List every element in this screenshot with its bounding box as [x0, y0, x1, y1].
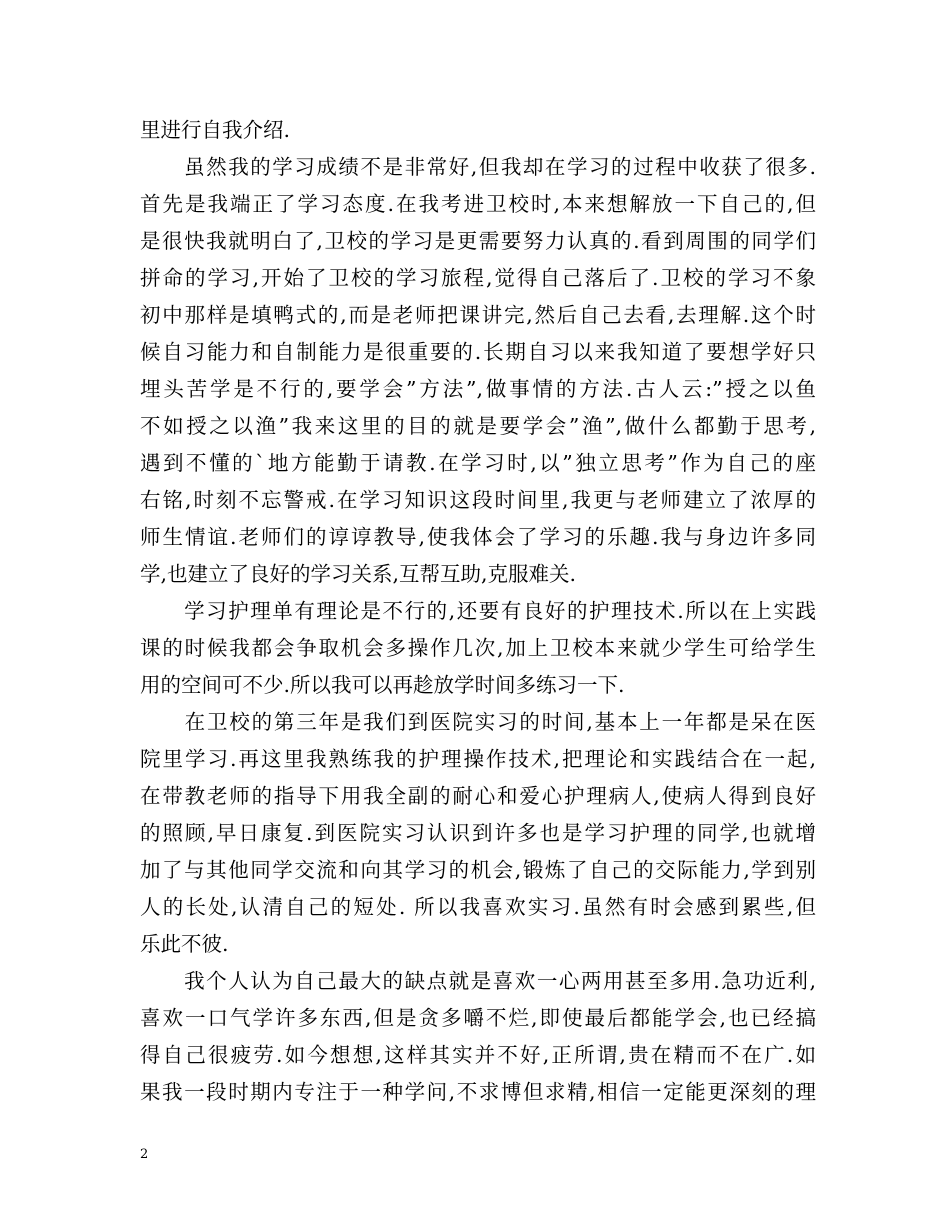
body-text [140, 112, 816, 1111]
text-line: 乐此不彼. [140, 932, 229, 956]
text-line: 学,也建立了良好的学习关系,互帮互助,克服难关. [140, 562, 577, 586]
text-line: 埋头苦学是不行的,要学会”方法”,做事情的方法.古人云:”授之以鱼 [140, 377, 816, 401]
text-line: 我个人认为自己最大的缺点就是喜欢一心两用甚至多用.急功近利, [140, 969, 816, 993]
text-line: 用的空间可不少.所以我可以再趁放学时间多练习一下. [140, 673, 625, 697]
text-line: 拼命的学习,开始了卫校的学习旅程,觉得自己落后了.卫校的学习不象 [140, 266, 816, 290]
text-line: 得自己很疲劳.如今想想,这样其实并不好,正所谓,贵在精而不在广.如 [140, 1043, 816, 1067]
text-line: 加了与其他同学交流和向其学习的机会,锻炼了自己的交际能力,学到别 [140, 858, 816, 882]
text-line: 虽然我的学习成绩不是非常好,但我却在学习的过程中收获了很多. [140, 155, 816, 179]
text-line: 在卫校的第三年是我们到医院实习的时间,基本上一年都是呆在医 [140, 710, 816, 734]
text-line: 人的长处,认清自己的短处. 所以我喜欢实习.虽然有时会感到累些,但 [140, 895, 816, 919]
text-line: 里进行自我介绍. [140, 118, 291, 142]
text-line: 学习护理单有理论是不行的,还要有良好的护理技术.所以在上实践 [140, 599, 816, 623]
page-number: 2 [140, 1147, 149, 1162]
text-line: 是很快我就明白了,卫校的学习是更需要努力认真的.看到周围的同学们 [140, 229, 816, 253]
text-line: 在带教老师的指导下用我全副的耐心和爱心护理病人,使病人得到良好 [140, 784, 816, 808]
text-line: 遇到不懂的`地方能勤于请教.在学习时,以”独立思考”作为自己的座 [140, 451, 816, 475]
text-line: 首先是我端正了学习态度.在我考进卫校时,本来想解放一下自己的,但 [140, 192, 816, 216]
text-line: 右铭,时刻不忘警戒.在学习知识这段时间里,我更与老师建立了浓厚的 [140, 488, 816, 512]
text-line: 果我一段时期内专注于一种学问,不求博但求精,相信一定能更深刻的理 [140, 1080, 816, 1104]
text-line: 院里学习.再这里我熟练我的护理操作技术,把理论和实践结合在一起, [140, 747, 816, 771]
text-line: 的照顾,早日康复.到医院实习认识到许多也是学习护理的同学,也就增 [140, 821, 816, 845]
text-line: 喜欢一口气学许多东西,但是贪多嚼不烂,即使最后都能学会,也已经搞 [140, 1006, 816, 1030]
text-line: 初中那样是填鸭式的,而是老师把课讲完,然后自己去看,去理解.这个时 [140, 303, 816, 327]
text-line: 师生情谊.老师们的谆谆教导,使我体会了学习的乐趣.我与身边许多同 [140, 525, 816, 549]
text-line: 候自习能力和自制能力是很重要的.长期自习以来我知道了要想学好只 [140, 340, 816, 364]
text-line: 课的时候我都会争取机会多操作几次,加上卫校本来就少学生可给学生 [140, 636, 816, 660]
text-line: 不如授之以渔”我来这里的目的就是要学会”渔”,做什么都勤于思考, [140, 414, 816, 438]
